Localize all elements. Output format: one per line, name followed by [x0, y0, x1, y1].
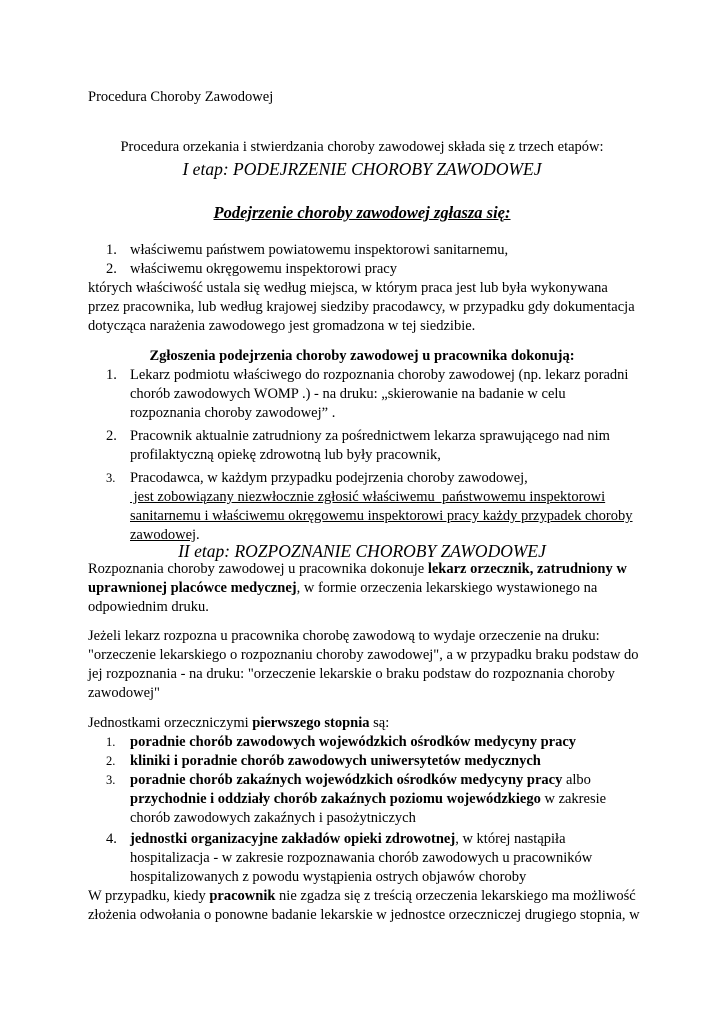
paragraph-line: przez pracownika, lub według krajowej siedziby pracodawcy, w przypadku gdy dokumentacja	[88, 299, 635, 315]
list-item-line: rozpoznania choroby zawodowej” .	[130, 405, 336, 421]
list-item-line: hospitalizacja - w zakresie rozpoznawania chorób zawodowych u pracowników	[130, 850, 593, 866]
paragraph-bold: pracownik	[209, 888, 276, 904]
diagnosis-paragraph	[88, 560, 668, 617]
paragraph-line: Jeżeli lekarz rozpozna u pracownika chorobę zawodową to wydaje orzeczenie na druku:	[88, 628, 600, 644]
list-item-line	[130, 830, 668, 849]
list-item-line	[130, 790, 668, 809]
units-list	[88, 733, 668, 887]
list-item-line: Pracownik aktualnie zatrudniony za pośrednictwem lekarza sprawującego nad nim	[130, 428, 610, 444]
list-item-line: Pracodawca, w każdym przypadku podejrzenia choroby zawodowej,	[130, 470, 528, 486]
paragraph-line: odpowiednim druku.	[88, 599, 209, 615]
list-item-line: profilaktyczną opiekę zdrowotną lub były pracownik,	[130, 447, 441, 463]
paragraph-text: , w formie orzeczenia lekarskiego wystawionego na	[296, 580, 598, 596]
paragraph-text: Rozpoznania choroby zawodowej u pracownika dokonuje	[88, 561, 428, 577]
list-item-bold: jednostki organizacyjne zakładów opieki zdrowotnej	[130, 831, 456, 847]
paragraph-text: nie zgadza się z treścią orzeczenia lekarskiego ma możliwość	[275, 888, 636, 904]
paragraph-line	[88, 579, 668, 598]
reporters-list	[88, 366, 648, 545]
list-item	[88, 469, 648, 545]
list-number: 1.	[106, 735, 116, 749]
stage2-heading: II etap: ROZPOZNANIE CHOROBY ZAWODOWEJ	[178, 541, 546, 561]
list-number: 1.	[106, 242, 117, 258]
list-item-line: chorób zawodowych zakaźnych i pasożytniczych	[130, 810, 416, 826]
underlined-line: zawodowej	[130, 527, 197, 543]
paragraph-bold: pierwszego stopnia	[252, 715, 370, 731]
list-number: 2.	[106, 261, 117, 277]
paragraph-line: których właściwość ustala się według miejsca, w którym praca jest lub była wykonywana	[88, 280, 608, 296]
list-item	[88, 366, 648, 423]
list-item-tail: .	[196, 527, 200, 543]
list-number: 2.	[106, 428, 117, 444]
underlined-line: jest zobowiązany niezwłocznie zgłosić właściwemu państwowemu inspektorowi	[130, 489, 606, 505]
list-item	[88, 427, 648, 465]
paragraph-line: zawodowej"	[88, 685, 160, 701]
reports-heading: Zgłoszenia podejrzenia choroby zawodowej u pracownika dokonują:	[149, 348, 575, 364]
paragraph-line	[88, 887, 672, 906]
list-item-bold: przychodnie i oddziały chorób zakaźnych poziomu wojewódzkiego	[130, 791, 541, 807]
list-item	[88, 830, 668, 887]
list-item	[88, 260, 648, 279]
list-item-line: chorób zawodowych WOMP .) - na druku: „skierowanie na badanie w celu	[130, 386, 566, 402]
list-item-line: Lekarz podmiotu właściwego do rozpoznania choroby zawodowej (np. lekarz poradni	[130, 367, 629, 383]
paragraph-line: dotycząca narażenia zawodowego jest gromadzona w tej siedzibie.	[88, 318, 476, 334]
certificate-paragraph	[88, 627, 668, 703]
appeal-paragraph	[88, 887, 672, 925]
paragraph-line: "orzeczenie lekarskiego o rozpoznaniu choroby zawodowej", a w przypadku braku podstaw do	[88, 647, 639, 663]
list-item-text: właściwemu okręgowemu inspektorowi pracy	[130, 261, 397, 277]
list-item-bold: poradnie chorób zawodowych wojewódzkich ośrodków medycyny pracy	[130, 734, 577, 750]
units-intro	[88, 714, 648, 733]
list-item-text: właściwemu państwem powiatowemu inspektorowi sanitarnemu,	[130, 242, 509, 258]
list-item	[88, 241, 648, 260]
paragraph-bold: uprawnionej placówce medycznej	[88, 580, 297, 596]
paragraph-text: Jednostkami orzeczniczymi	[88, 715, 253, 731]
paragraph-text: W przypadku, kiedy	[88, 888, 210, 904]
paragraph-line: jej rozpoznania - na druku: "orzeczenie lekarskie o braku podstaw do rozpoznania choroby	[88, 666, 615, 682]
list-item-text: albo	[562, 772, 591, 788]
paragraph-text: są:	[369, 715, 390, 731]
paragraph-line	[88, 560, 668, 579]
list-number: 3.	[106, 773, 116, 787]
report-to-list	[88, 241, 648, 279]
jurisdiction-paragraph	[88, 279, 668, 336]
list-number: 2.	[106, 754, 116, 768]
list-item-bold: kliniki i poradnie chorób zawodowych uniwersytetów medycznych	[130, 753, 541, 769]
paragraph-bold: lekarz orzecznik, zatrudniony w	[427, 561, 627, 577]
list-number: 4.	[106, 831, 117, 847]
list-item-bold: poradnie chorób zakaźnych wojewódzkich ośrodków medycyny pracy	[130, 772, 563, 788]
list-item-text: , w której nastąpiła	[455, 831, 566, 847]
document-title: Procedura Choroby Zawodowej	[88, 89, 274, 105]
paragraph-line: złożenia odwołania o ponowne badanie lekarskie w jednostce orzeczniczej drugiego stopnia, w	[88, 907, 640, 923]
list-item	[88, 752, 668, 771]
list-number: 1.	[106, 367, 117, 383]
intro-text: Procedura orzekania i stwierdzania choroby zawodowej składa się z trzech etapów:	[120, 139, 604, 155]
list-number: 3.	[106, 471, 116, 485]
list-item-line	[130, 771, 668, 790]
stage1-heading: I etap: PODEJRZENIE CHOROBY ZAWODOWEJ	[182, 159, 542, 179]
list-item-text: w zakresie	[540, 791, 607, 807]
list-item-line: hospitalizowanych z powodu wystąpienia ostrych objawów choroby	[130, 869, 527, 885]
list-item	[88, 771, 668, 828]
underlined-line: sanitarnemu i właściwemu okręgowemu inspektorowi pracy każdy przypadek choroby	[130, 508, 633, 524]
list-item	[88, 733, 668, 752]
stage1-subheading: Podejrzenie choroby zawodowej zgłasza się:	[213, 203, 511, 222]
